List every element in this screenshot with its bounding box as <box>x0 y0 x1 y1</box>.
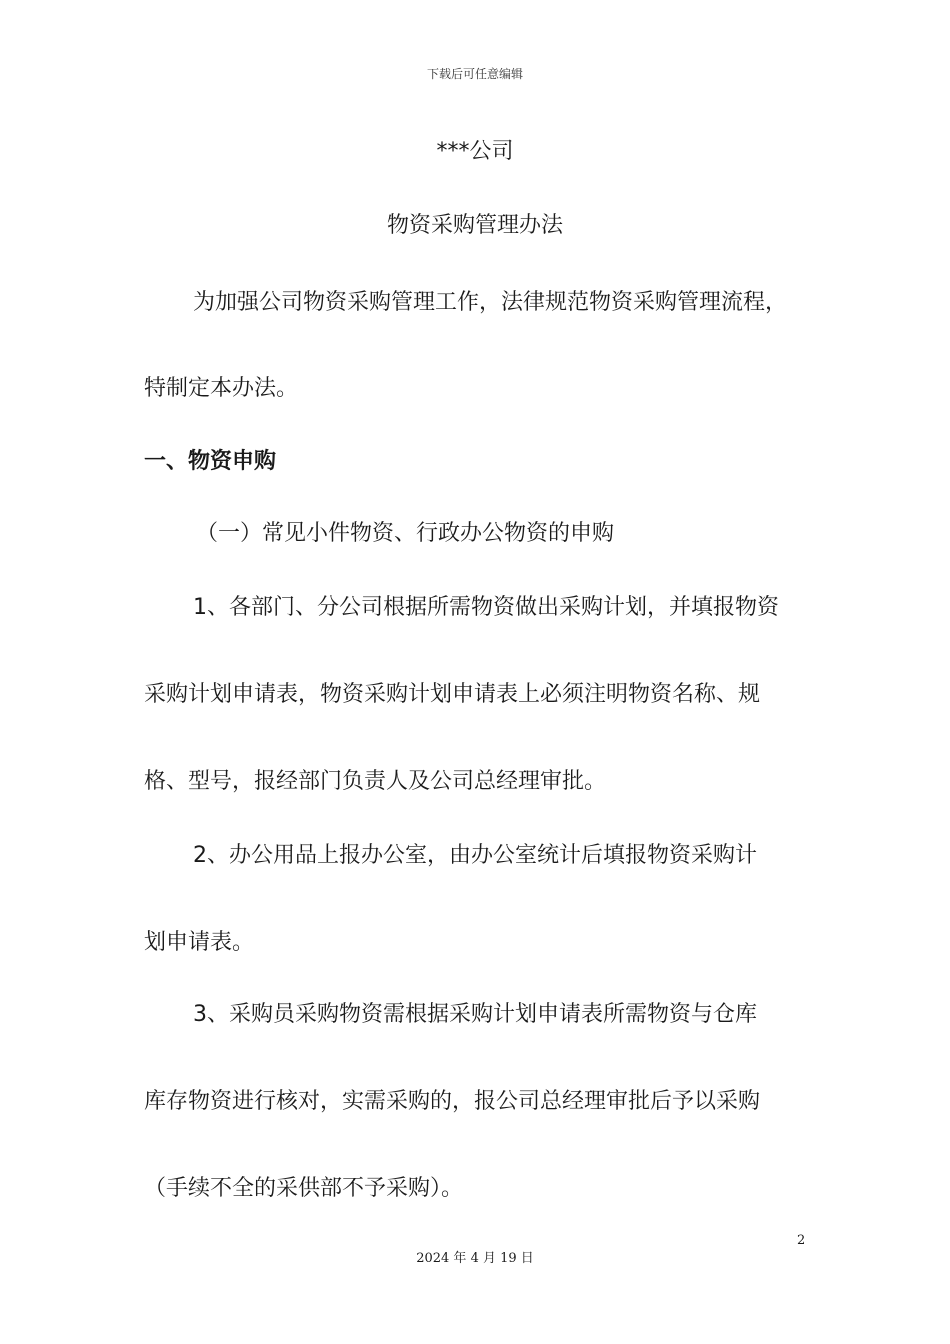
item2-line-2: 划申请表。 <box>144 930 255 955</box>
item3-line-1: 3、采购员采购物资需根据采购计划申请表所需物资与仓库 <box>193 1002 757 1027</box>
item2-line-1: 2、办公用品上报办公室，由办公室统计后填报物资采购计 <box>193 843 757 868</box>
document-title: 物资采购管理办法 <box>386 213 563 238</box>
footer-date: 2024 年 4 月 19 日 <box>416 1251 534 1266</box>
intro-line-1: 为加强公司物资采购管理工作，法律规范物资采购管理流程， <box>193 290 788 315</box>
section-heading: 一、物资申购 <box>144 449 277 474</box>
item3-line-3: （手续不全的采供部不予采购）。 <box>144 1176 464 1201</box>
item3-line-2: 库存物资进行核对，实需采购的，报公司总经理审批后予以采购 <box>144 1089 761 1114</box>
page-header-note: 下载后可任意编辑 <box>426 67 523 81</box>
subsection-heading: （一）常见小件物资、行政办公物资的申购 <box>196 521 615 546</box>
company-name: ***公司 <box>436 139 514 164</box>
item1-line-1: 1、各部门、分公司根据所需物资做出采购计划，并填报物资 <box>193 595 779 620</box>
item1-line-2: 采购计划申请表，物资采购计划申请表上必须注明物资名称、规 <box>144 682 761 707</box>
intro-line-2: 特制定本办法。 <box>144 376 299 401</box>
item1-line-3: 格、型号，报经部门负责人及公司总经理审批。 <box>144 769 607 794</box>
page-number: 2 <box>797 1233 806 1248</box>
